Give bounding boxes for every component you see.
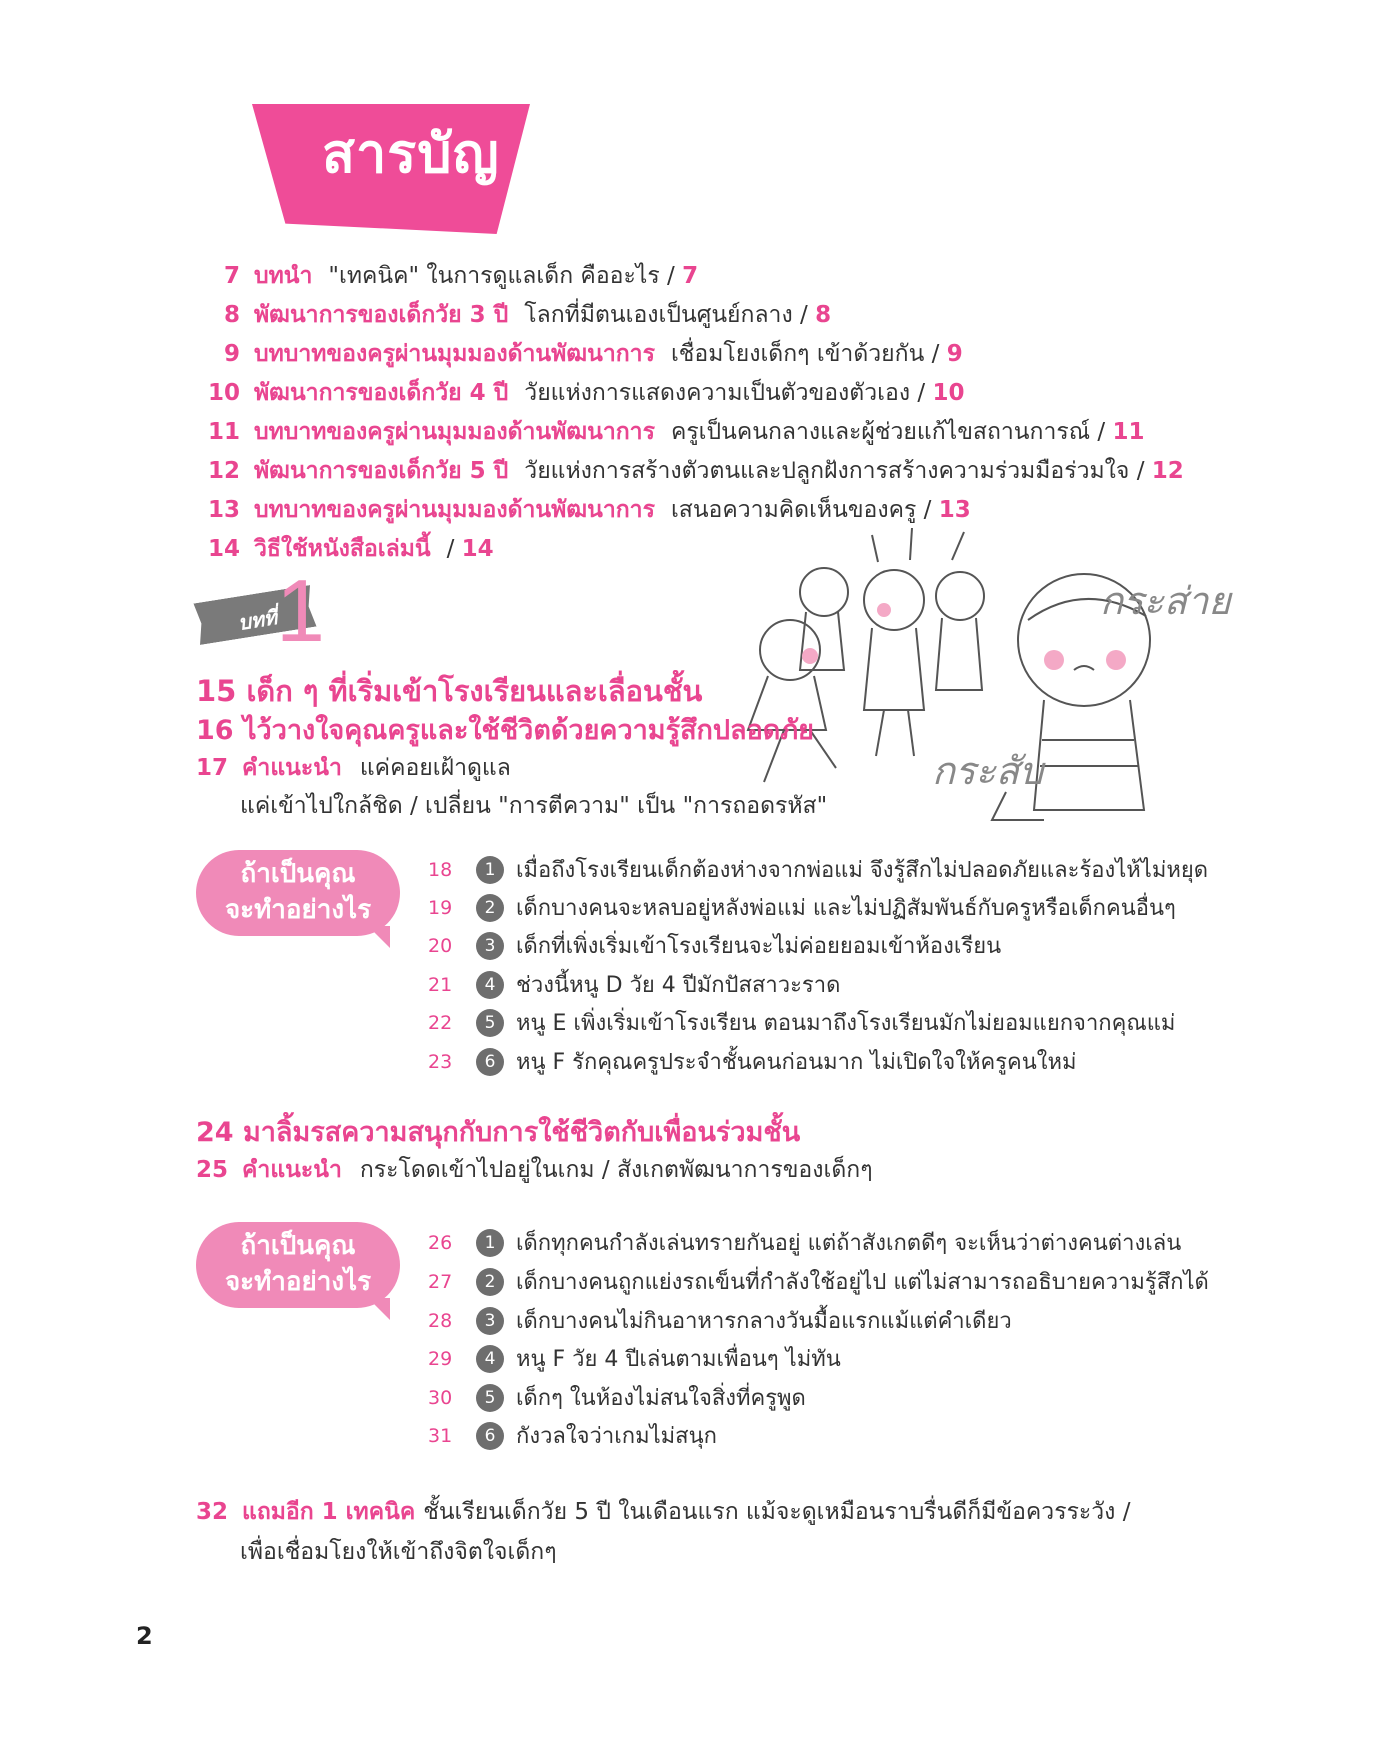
toc-entry[interactable]: 8 พัฒนาการของเด็กวัย 3 ปี โลกที่มีตนเองเป็นศูนย์กลาง / 8: [223, 302, 832, 328]
section-subheading[interactable]: 16 ไว้วางใจคุณครูและใช้ชีวิตด้วยความรู้สึกปลอดภัย: [196, 715, 814, 746]
bubble-text: ถ้าเป็นคุณ จะทำอย่างไร: [224, 859, 372, 925]
sfx-top: กระส่าย: [1100, 579, 1231, 623]
page-number: 2: [136, 1622, 153, 1650]
advice-entry[interactable]: 25 คำแนะนำ กระโดดเข้าไปอยู่ในเกม / สังเกตพัฒนาการของเด็กๆ: [196, 1157, 873, 1183]
question-item[interactable]: 26 1 เด็กทุกคนกำลังเล่นทรายกันอยู่ แต่ถ้าสังเกตดีๆ จะเห็นว่าต่างคนต่างเล่น: [428, 1225, 1181, 1260]
question-item[interactable]: 30 5 เด็กๆ ในห้องไม่สนใจสิ่งที่ครูพูด: [428, 1380, 806, 1415]
advice-entry[interactable]: 17 คำแนะนำ แค่คอยเฝ้าดูแล: [196, 755, 511, 781]
question-item[interactable]: 22 5 หนู E เพิ่งเริ่มเข้าโรงเรียน ตอนมาถึงโรงเรียนมักไม่ยอมแยกจากคุณแม่: [428, 1005, 1175, 1040]
question-item[interactable]: 23 6 หนู F รักคุณครูประจำชั้นคนก่อนมาก ไม่เปิดใจให้ครูคนใหม่: [428, 1044, 1077, 1079]
toc-entry[interactable]: 12 พัฒนาการของเด็กวัย 5 ปี วัยแห่งการสร้างตัวตนและปลูกฝังการสร้างความร่วมมือร่วมใจ / 12: [207, 458, 1184, 484]
chapter-label: บทที่: [236, 605, 279, 635]
extra-entry-line2: เพื่อเชื่อมโยงให้เข้าถึงจิตใจเด็กๆ: [240, 1539, 557, 1565]
question-item[interactable]: 28 3 เด็กบางคนไม่กินอาหารกลางวันมื้อแรกแม้แต่คำเดียว: [428, 1303, 1012, 1338]
question-item[interactable]: 29 4 หนู F วัย 4 ปีเล่นตามเพื่อนๆ ไม่ทัน: [428, 1341, 841, 1376]
toc-entry[interactable]: 14 วิธีใช้หนังสือเล่มนี้ / 14: [207, 536, 494, 562]
extra-entry[interactable]: 32 แถมอีก 1 เทคนิค ชั้นเรียนเด็กวัย 5 ปี ในเดือนแรก แม้จะดูเหมือนราบรื่นดีก็มีข้อควรระวัง /: [196, 1499, 1131, 1525]
toc-entry[interactable]: 11 บทบาทของครูผ่านมุมมองด้านพัฒนาการ ครูเป็นคนกลางและผู้ช่วยแก้ไขสถานการณ์ / 11: [207, 419, 1145, 445]
question-item[interactable]: 31 6 กังวลใจว่าเกมไม่สนุก: [428, 1418, 717, 1453]
toc-entry[interactable]: 10 พัฒนาการของเด็กวัย 4 ปี วัยแห่งการแสดงความเป็นตัวของตัวเอง / 10: [207, 380, 965, 406]
chapter-number: 1: [276, 561, 325, 660]
section-heading[interactable]: 15 เด็ก ๆ ที่เริ่มเข้าโรงเรียนและเลื่อนชั้น: [196, 674, 703, 708]
page-title: สารบัญ: [322, 122, 500, 185]
section-heading[interactable]: 24 มาลิ้มรสความสนุกกับการใช้ชีวิตกับเพื่อนร่วมชั้น: [196, 1117, 801, 1148]
question-item[interactable]: 18 1 เมื่อถึงโรงเรียนเด็กต้องห่างจากพ่อแม่ จึงรู้สึกไม่ปลอดภัยและร้องไห้ไม่หยุด: [428, 852, 1208, 887]
sfx-bottom: กระสับ: [932, 749, 1044, 793]
toc-entry[interactable]: 7 บทนำ "เทคนิค" ในการดูแลเด็ก คืออะไร / 7: [223, 263, 699, 289]
toc-entry[interactable]: 13 บทบาทของครูผ่านมุมมองด้านพัฒนาการ เสนอความคิดเห็นของครู / 13: [207, 497, 971, 523]
question-item[interactable]: 20 3 เด็กที่เพิ่งเริ่มเข้าโรงเรียนจะไม่ค่อยยอมเข้าห้องเรียน: [428, 928, 1001, 963]
question-item[interactable]: 19 2 เด็กบางคนจะหลบอยู่หลังพ่อแม่ และไม่ปฏิสัมพันธ์กับครูหรือเด็กคนอื่นๆ: [428, 890, 1176, 925]
question-item[interactable]: 21 4 ช่วงนี้หนู D วัย 4 ปีมักปัสสาวะราด: [428, 967, 840, 1002]
advice-entry-line2: แค่เข้าไปใกล้ชิด / เปลี่ยน "การตีความ" เป็น "การถอดรหัส": [240, 793, 828, 819]
toc-entry[interactable]: 9 บทบาทของครูผ่านมุมมองด้านพัฒนาการ เชื่อมโยงเด็กๆ เข้าด้วยกัน / 9: [223, 341, 963, 367]
bubble-text: ถ้าเป็นคุณ จะทำอย่างไร: [224, 1231, 372, 1297]
question-item[interactable]: 27 2 เด็กบางคนถูกแย่งรถเข็นที่กำลังใช้อยู่ไป แต่ไม่สามารถอธิบายความรู้สึกได้: [428, 1264, 1209, 1299]
